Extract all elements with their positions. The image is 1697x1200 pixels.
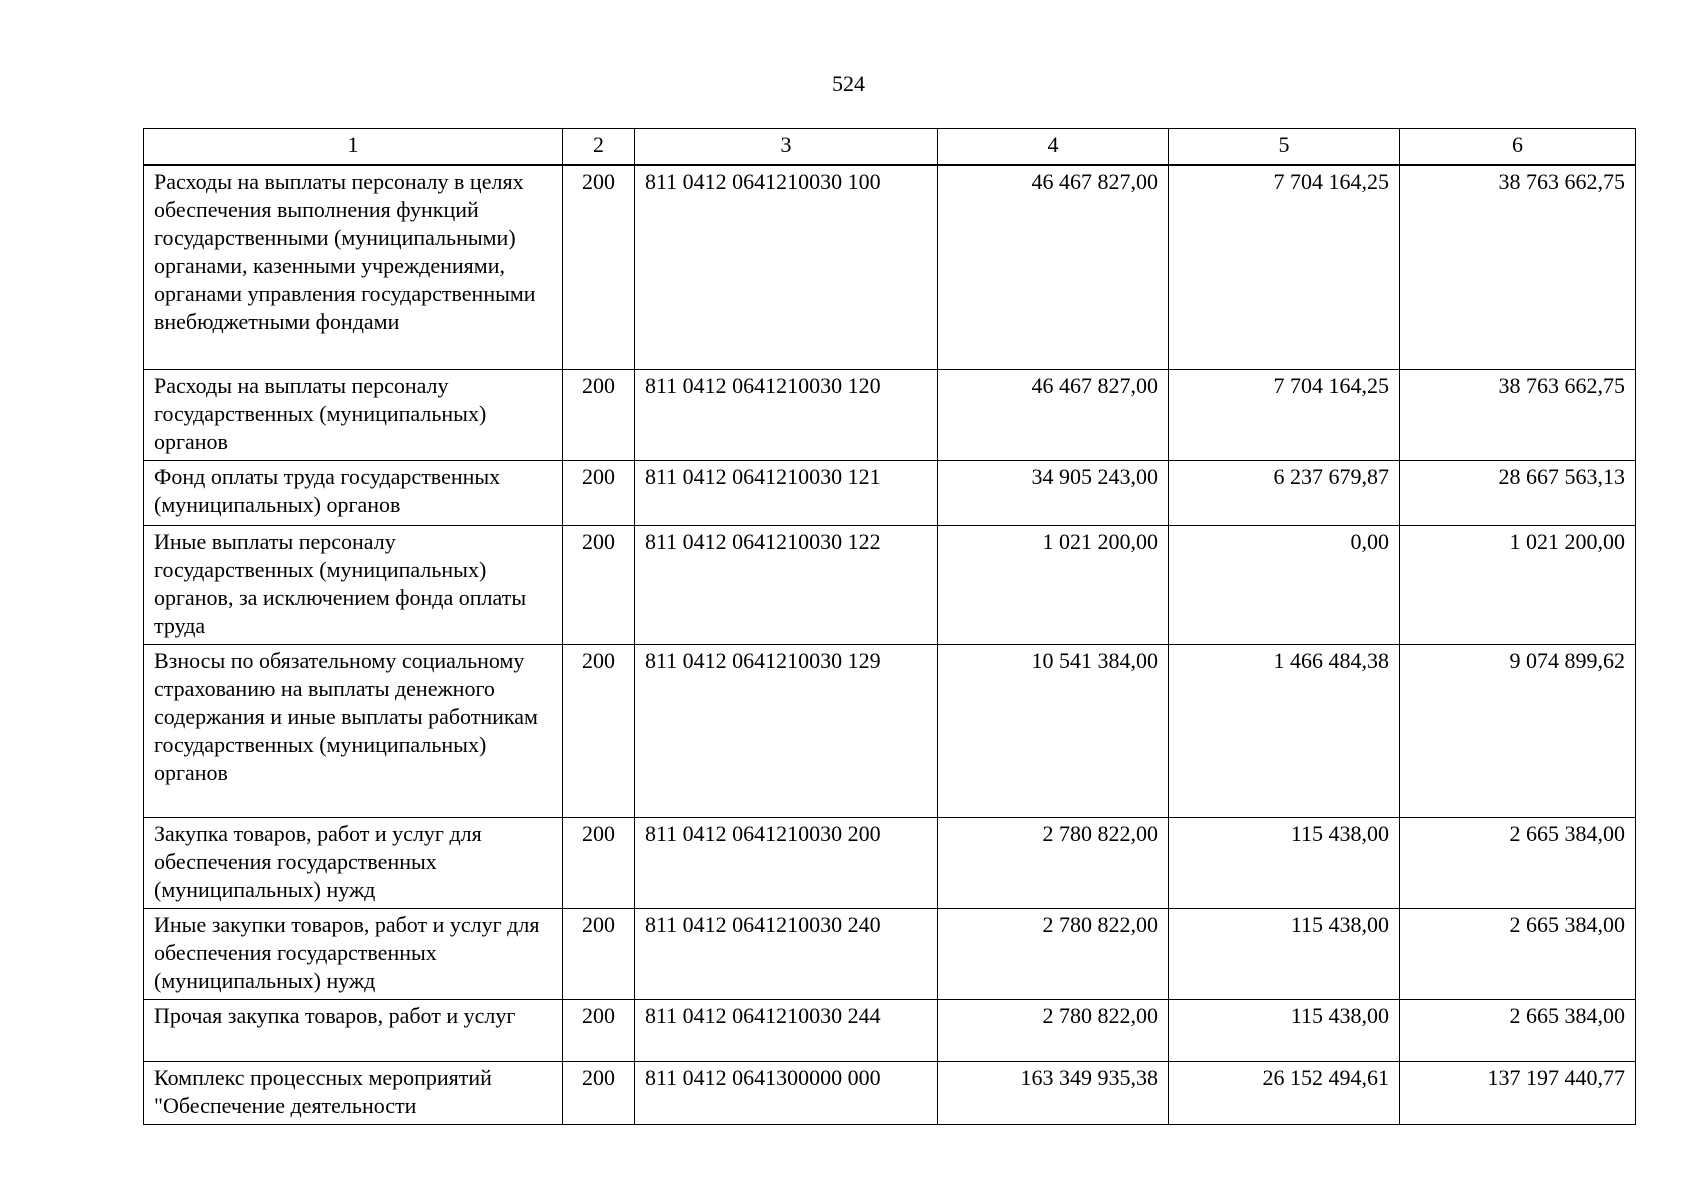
table-row xyxy=(144,999,1636,1061)
row-approved-amount: 1 021 200,00 xyxy=(938,525,1169,644)
row-line-code: 200 xyxy=(563,369,635,460)
row-name: Расходы на выплаты персоналу в целях обеспечения выполнения функций государственными (муниципальными) органами, казенными учреждениями, органами управления государственными внебюджетными фондами xyxy=(144,165,563,369)
row-budget-classification-code: 811 0412 0641300000 000 xyxy=(635,1061,938,1124)
row-budget-classification-code: 811 0412 0641210030 120 xyxy=(635,369,938,460)
column-number-1: 1 xyxy=(144,129,563,166)
row-unexecuted-amount: 2 665 384,00 xyxy=(1400,999,1636,1061)
column-number-3: 3 xyxy=(635,129,938,166)
row-name: Иные закупки товаров, работ и услуг для обеспечения государственных (муниципальных) нужд xyxy=(144,908,563,999)
row-executed-amount: 115 438,00 xyxy=(1169,817,1400,908)
row-budget-classification-code: 811 0412 0641210030 240 xyxy=(635,908,938,999)
table-row xyxy=(144,369,1636,460)
row-name: Прочая закупка товаров, работ и услуг xyxy=(144,999,563,1061)
row-line-code: 200 xyxy=(563,1061,635,1124)
row-line-code: 200 xyxy=(563,908,635,999)
row-executed-amount: 26 152 494,61 xyxy=(1169,1061,1400,1124)
row-approved-amount: 2 780 822,00 xyxy=(938,908,1169,999)
table-row xyxy=(144,644,1636,817)
row-line-code: 200 xyxy=(563,525,635,644)
row-unexecuted-amount: 2 665 384,00 xyxy=(1400,908,1636,999)
row-name: Расходы на выплаты персоналу государственных (муниципальных) органов xyxy=(144,369,563,460)
table-row xyxy=(144,460,1636,525)
row-name: Иные выплаты персоналу государственных (муниципальных) органов, за исключением фонда оплаты труда xyxy=(144,525,563,644)
budget-execution-table xyxy=(143,128,1636,1125)
row-approved-amount: 163 349 935,38 xyxy=(938,1061,1169,1124)
row-executed-amount: 0,00 xyxy=(1169,525,1400,644)
column-number-5: 5 xyxy=(1169,129,1400,166)
row-approved-amount: 46 467 827,00 xyxy=(938,165,1169,369)
row-line-code: 200 xyxy=(563,644,635,817)
row-approved-amount: 46 467 827,00 xyxy=(938,369,1169,460)
row-name: Взносы по обязательному социальному страхованию на выплаты денежного содержания и иные выплаты работникам государственных (муниципальных) органов xyxy=(144,644,563,817)
column-number-6: 6 xyxy=(1400,129,1636,166)
row-line-code: 200 xyxy=(563,999,635,1061)
row-unexecuted-amount: 9 074 899,62 xyxy=(1400,644,1636,817)
row-unexecuted-amount: 38 763 662,75 xyxy=(1400,369,1636,460)
row-unexecuted-amount: 1 021 200,00 xyxy=(1400,525,1636,644)
table-row xyxy=(144,908,1636,999)
table-row xyxy=(144,165,1636,369)
row-approved-amount: 10 541 384,00 xyxy=(938,644,1169,817)
row-unexecuted-amount: 137 197 440,77 xyxy=(1400,1061,1636,1124)
row-budget-classification-code: 811 0412 0641210030 122 xyxy=(635,525,938,644)
row-executed-amount: 6 237 679,87 xyxy=(1169,460,1400,525)
row-executed-amount: 1 466 484,38 xyxy=(1169,644,1400,817)
row-budget-classification-code: 811 0412 0641210030 244 xyxy=(635,999,938,1061)
row-line-code: 200 xyxy=(563,165,635,369)
row-name: Комплекс процессных мероприятий "Обеспечение деятельности xyxy=(144,1061,563,1124)
row-executed-amount: 115 438,00 xyxy=(1169,999,1400,1061)
column-number-2: 2 xyxy=(563,129,635,166)
row-executed-amount: 7 704 164,25 xyxy=(1169,165,1400,369)
row-unexecuted-amount: 38 763 662,75 xyxy=(1400,165,1636,369)
page-number: 524 xyxy=(832,71,865,96)
row-budget-classification-code: 811 0412 0641210030 129 xyxy=(635,644,938,817)
row-budget-classification-code: 811 0412 0641210030 121 xyxy=(635,460,938,525)
row-name: Фонд оплаты труда государственных (муниципальных) органов xyxy=(144,460,563,525)
row-budget-classification-code: 811 0412 0641210030 200 xyxy=(635,817,938,908)
row-line-code: 200 xyxy=(563,460,635,525)
row-executed-amount: 7 704 164,25 xyxy=(1169,369,1400,460)
column-number-row xyxy=(144,129,1636,166)
table-row xyxy=(144,525,1636,644)
row-budget-classification-code: 811 0412 0641210030 100 xyxy=(635,165,938,369)
row-executed-amount: 115 438,00 xyxy=(1169,908,1400,999)
table-row xyxy=(144,1061,1636,1124)
row-line-code: 200 xyxy=(563,817,635,908)
row-name: Закупка товаров, работ и услуг для обеспечения государственных (муниципальных) нужд xyxy=(144,817,563,908)
row-unexecuted-amount: 28 667 563,13 xyxy=(1400,460,1636,525)
row-approved-amount: 34 905 243,00 xyxy=(938,460,1169,525)
row-approved-amount: 2 780 822,00 xyxy=(938,999,1169,1061)
row-approved-amount: 2 780 822,00 xyxy=(938,817,1169,908)
table-row xyxy=(144,817,1636,908)
column-number-4: 4 xyxy=(938,129,1169,166)
row-unexecuted-amount: 2 665 384,00 xyxy=(1400,817,1636,908)
